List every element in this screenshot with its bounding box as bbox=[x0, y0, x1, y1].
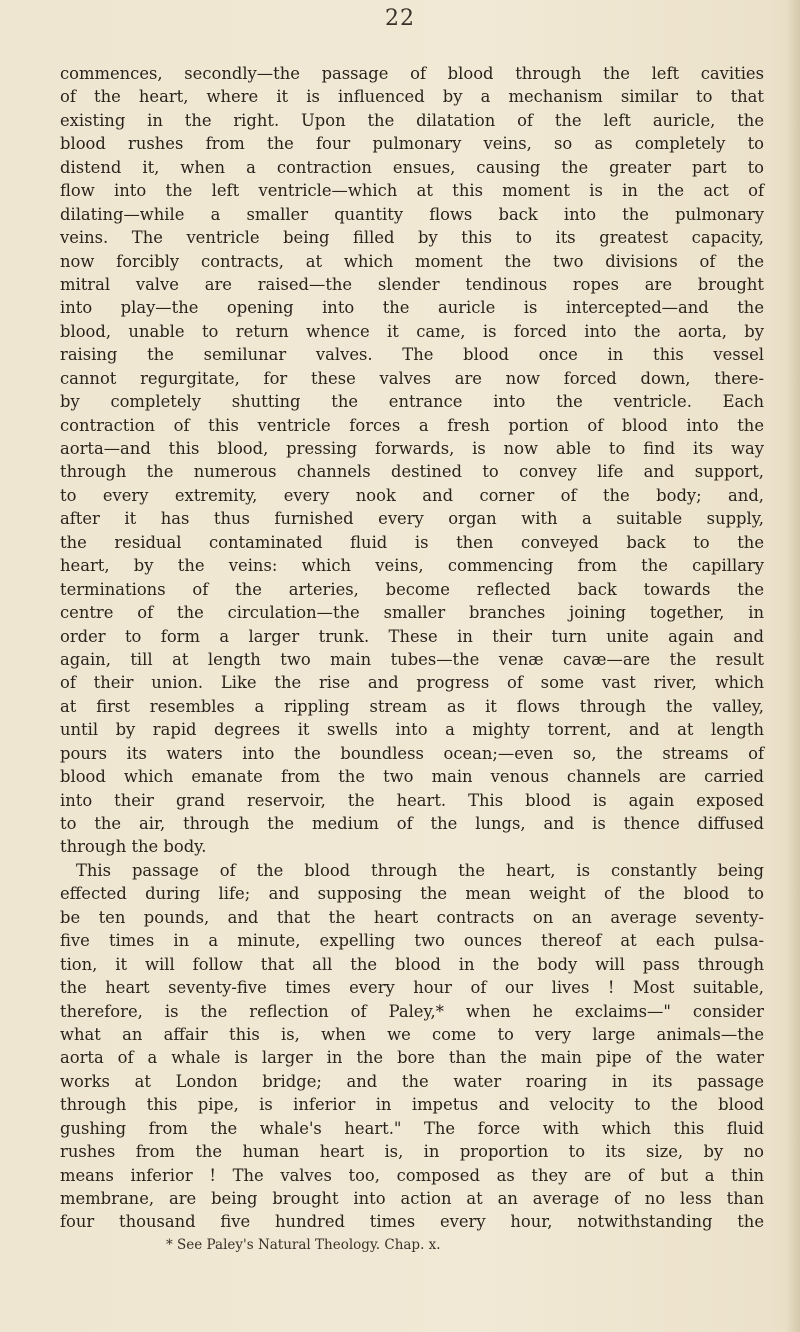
text-line: until by rapid degrees it swells into a mighty torrent, and at length bbox=[60, 720, 764, 740]
text-line: at first resembles a rippling stream as it flows through the valley, bbox=[60, 696, 764, 716]
text-line: terminations of the arteries, become reflected back towards the bbox=[60, 579, 764, 599]
text-line: dilating—while a smaller quantity flows back into the pulmonary bbox=[60, 204, 764, 224]
footnote: * See Paley's Natural Theology. Chap. x. bbox=[166, 1237, 441, 1253]
text-line: aorta of a whale is larger in the bore than the main pipe of the water bbox=[60, 1048, 764, 1068]
text-line: blood rushes from the four pulmonary veins, so as completely to bbox=[60, 134, 764, 154]
text-line: of the heart, where it is influenced by a mechanism similar to that bbox=[60, 87, 764, 107]
text-line: by completely shutting the entrance into the ventricle. Each bbox=[60, 392, 764, 412]
text-line: of their union. Like the rise and progress of some vast river, which bbox=[60, 673, 764, 693]
text-line: This passage of the blood through the heart, is constantly being bbox=[76, 860, 764, 880]
text-line: membrane, are being brought into action at an average of no less than bbox=[60, 1189, 764, 1208]
text-line: contraction of this ventricle forces a fresh portion of blood into the bbox=[60, 415, 764, 435]
body-text bbox=[60, 62, 764, 1234]
text-line: through the numerous channels destined to convey life and support, bbox=[60, 462, 764, 482]
text-line: now forcibly contracts, at which moment the two divisions of the bbox=[60, 251, 764, 271]
text-line: order to form a larger trunk. These in their turn unite again and bbox=[60, 626, 764, 646]
text-line: into play—the opening into the auricle is intercepted—and the bbox=[60, 298, 764, 318]
text-line: four thousand five hundred times every hour, notwithstanding the bbox=[60, 1212, 764, 1232]
text-line: veins. The ventricle being filled by this to its greatest capacity, bbox=[60, 228, 764, 248]
text-line: raising the semilunar valves. The blood once in this vessel bbox=[60, 345, 764, 365]
text-line: rushes from the human heart is, in proportion to its size, by no bbox=[60, 1142, 764, 1162]
text-line: distend it, when a contraction ensues, causing the greater part to bbox=[60, 157, 764, 177]
text-line: heart, by the veins: which veins, commencing from the capillary bbox=[60, 556, 764, 576]
text-line: therefore, is the reflection of Paley,* when he exclaims—" consider bbox=[60, 1001, 764, 1021]
text-line: commences, secondly—the passage of blood through the left cavities bbox=[60, 64, 764, 83]
text-line: effected during life; and supposing the mean weight of the blood to bbox=[60, 884, 764, 904]
text-line: five times in a minute, expelling two ounces thereof at each pulsa- bbox=[60, 931, 764, 951]
text-line: after it has thus furnished every organ with a suitable supply, bbox=[60, 509, 764, 529]
text-line: centre of the circulation—the smaller branches joining together, in bbox=[60, 603, 764, 623]
text-line: what an affair this is, when we come to very large animals—the bbox=[60, 1024, 764, 1044]
text-line: existing in the right. Upon the dilatation of the left auricle, the bbox=[60, 110, 764, 130]
text-line: be ten pounds, and that the heart contracts on an average seventy- bbox=[60, 907, 764, 927]
text-line: cannot regurgitate, for these valves are now forced down, there- bbox=[60, 368, 764, 388]
text-line: tion, it will follow that all the blood in the body will pass through bbox=[60, 954, 764, 974]
page-number: 22 bbox=[385, 6, 415, 31]
text-line: the residual contaminated fluid is then conveyed back to the bbox=[60, 532, 764, 552]
text-line: through the body. bbox=[60, 837, 207, 857]
text-line: to the air, through the medium of the lungs, and is thence diffused bbox=[60, 814, 764, 833]
text-line: blood, unable to return whence it came, is forced into the aorta, by bbox=[60, 321, 764, 341]
text-line: gushing from the whale's heart." The force with which this fluid bbox=[60, 1118, 764, 1138]
text-line: the heart seventy-five times every hour of our lives ! Most suitable, bbox=[60, 978, 764, 998]
text-line: to every extremity, every nook and corner of the body; and, bbox=[60, 485, 764, 505]
text-line: works at London bridge; and the water roaring in its passage bbox=[60, 1071, 764, 1091]
text-line: aorta—and this blood, pressing forwards, is now able to find its way bbox=[60, 439, 764, 458]
text-line: pours its waters into the boundless ocean;—even so, the streams of bbox=[60, 743, 764, 763]
text-line: means inferior ! The valves too, composed as they are of but a thin bbox=[60, 1165, 764, 1185]
text-line: through this pipe, is inferior in impetus and velocity to the blood bbox=[60, 1095, 764, 1115]
text-line: flow into the left ventricle—which at this moment is in the act of bbox=[60, 181, 764, 201]
text-line: blood which emanate from the two main venous channels are carried bbox=[60, 767, 764, 787]
text-line: again, till at length two main tubes—the venæ cavæ—are the result bbox=[60, 649, 764, 669]
text-line: into their grand reservoir, the heart. This blood is again exposed bbox=[60, 790, 764, 810]
page-edge-shadow bbox=[786, 0, 800, 1332]
text-line: mitral valve are raised—the slender tendinous ropes are brought bbox=[60, 274, 764, 294]
